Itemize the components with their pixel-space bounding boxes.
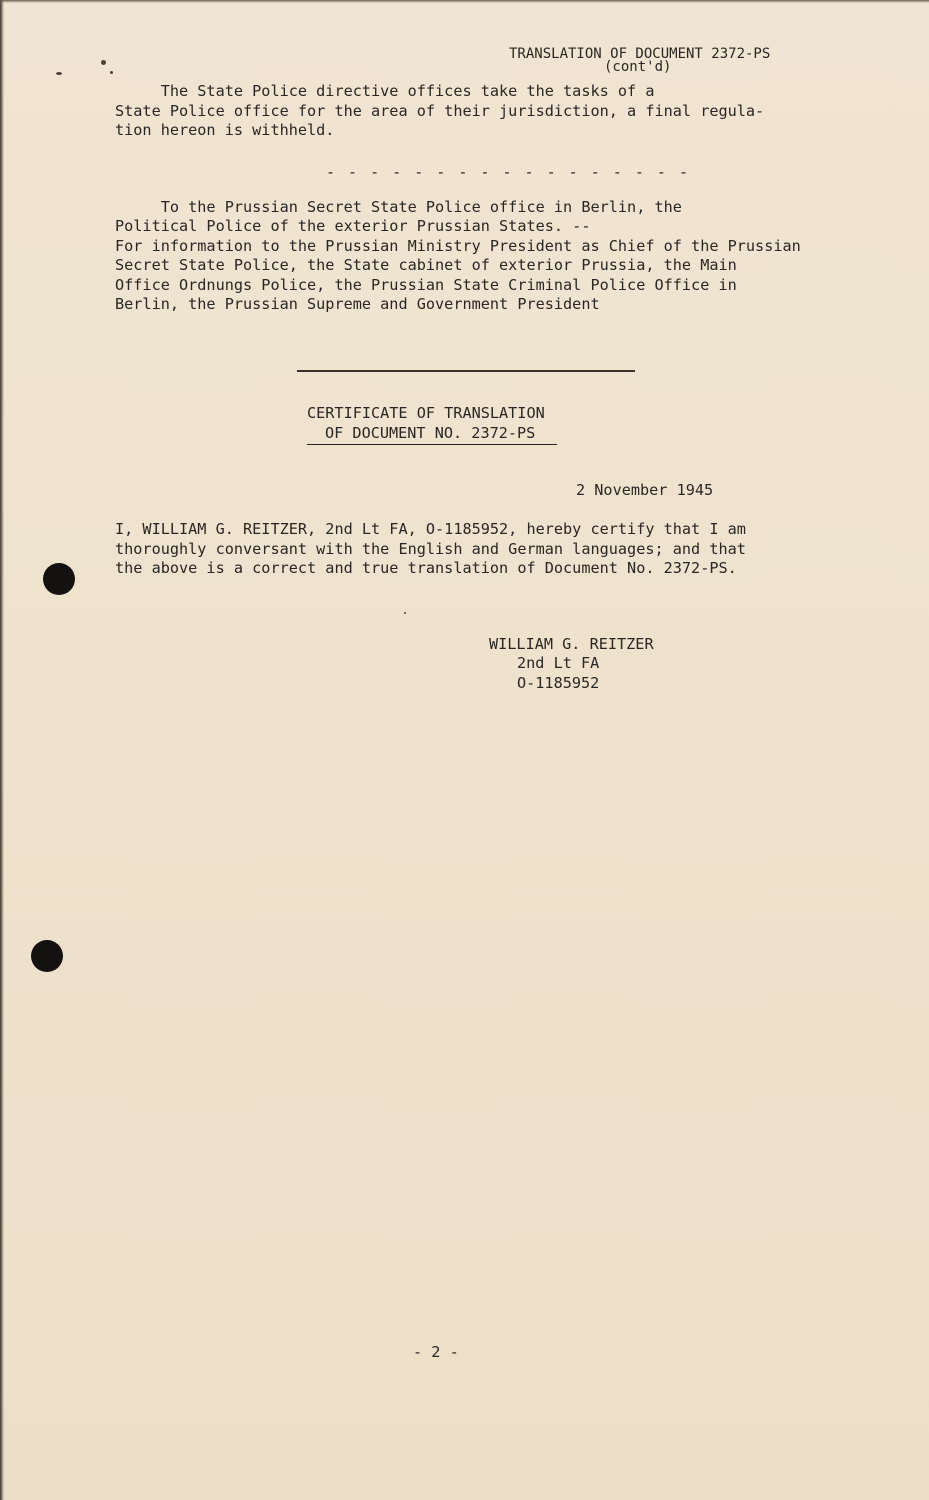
document-header-title: TRANSLATION OF DOCUMENT 2372-PS: [509, 46, 771, 62]
signature-serial: O-1185952: [517, 674, 600, 692]
horizontal-rule: [297, 370, 635, 372]
signature-name: WILLIAM G. REITZER: [489, 635, 654, 653]
certificate-body-line: I, WILLIAM G. REITZER, 2nd Lt FA, O-1185952, hereby certify that I am: [115, 520, 746, 538]
paragraph1-line: State Police office for the area of their jurisdiction, a final regula-: [115, 102, 765, 120]
ink-speck: [101, 60, 106, 65]
page-top-edge: [0, 0, 929, 3]
ink-speck: [56, 72, 62, 75]
paragraph2-line: To the Prussian Secret State Police office in Berlin, the: [115, 198, 682, 216]
certificate-body-line: the above is a correct and true translation of Document No. 2372-PS.: [115, 559, 737, 577]
certificate-subtitle: OF DOCUMENT NO. 2372-PS: [307, 424, 557, 445]
ink-speck: [110, 71, 113, 74]
page-number: - 2 -: [413, 1343, 459, 1361]
paragraph2-line: Secret State Police, the State cabinet of exterior Prussia, the Main: [115, 256, 737, 274]
section-separator: - - - - - - - - - - - - - - - - -: [326, 163, 691, 181]
page-edge-shadow: [0, 0, 4, 1500]
ink-speck: [404, 612, 406, 614]
paragraph2-line: For information to the Prussian Ministry President as Chief of the Prussian: [115, 237, 801, 255]
punch-hole-bottom: [31, 940, 63, 972]
certificate-body-line: thoroughly conversant with the English and German languages; and that: [115, 540, 746, 558]
paragraph2-line: Berlin, the Prussian Supreme and Government President: [115, 295, 600, 313]
document-header-continued: (cont'd): [604, 59, 672, 75]
certificate-title: CERTIFICATE OF TRANSLATION: [307, 404, 545, 422]
paragraph2-line: Office Ordnungs Police, the Prussian State Criminal Police Office in: [115, 276, 737, 294]
paragraph1-line: tion hereon is withheld.: [115, 121, 335, 139]
paragraph1-line: The State Police directive offices take the tasks of a: [115, 82, 655, 100]
paragraph2-line: Political Police of the exterior Prussian States. --: [115, 217, 591, 235]
signature-rank: 2nd Lt FA: [517, 654, 600, 672]
punch-hole-top: [43, 563, 75, 595]
certificate-date: 2 November 1945: [576, 481, 714, 499]
